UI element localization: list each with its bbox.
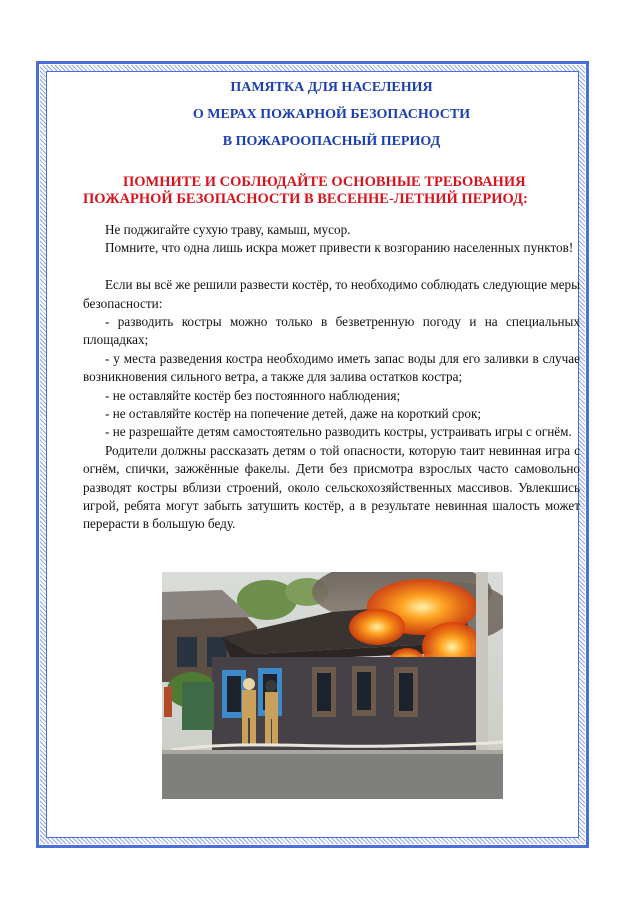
rule-no-children-fires: - не разрешайте детям самостоятельно разводить костры, устраивать игры с огнём. xyxy=(105,424,572,440)
rule-constant-watch: - не оставляйте костёр без постоянного наблюдения; xyxy=(105,387,401,403)
title-line-2: О МЕРАХ ПОЖАРНОЙ БЕЗОПАСНОСТИ xyxy=(192,107,471,122)
paragraph-campfire-intro: Если вы всё же решили развести костёр, то необходимо соблюдать следующие меры безопасности: xyxy=(83,277,581,311)
notice-line-2: ПОЖАРНОЙ БЕЗОПАСНОСТИ В ВЕСЕННЕ-ЛЕТНИЙ ПЕРИОД: xyxy=(83,191,528,207)
body-text xyxy=(83,221,580,534)
rule-calm-weather: - разводить костры можно только в безветренную погоду и на специальных площадках; xyxy=(83,314,580,348)
rule-water-supply: - у места разведения костра необходимо иметь запас воды для его заливки в случае возникновения сильного ветра, а также для залива остатков костра; xyxy=(83,350,580,385)
paragraph-parents: Родители должны рассказать детям о той опасности, которую таит невинная игра с огнём, спички, зажжённые факелы. Дети без присмотра взрослых часто самовольно разводят костры вблизи строений, около сельскохозяйственных массивов. Увлекшись игрой, ребята могут забыть затушить костёр, а в результате невинная шалость может перерасти в большую беду. xyxy=(83,442,580,532)
title-line-1: ПАМЯТКА ДЛЯ НАСЕЛЕНИЯ xyxy=(230,80,433,95)
burning-house-photo xyxy=(162,572,503,799)
rule-not-to-children: - не оставляйте костёр на попечение детей, даже на короткий срок; xyxy=(105,406,482,422)
notice-line-1: ПОМНИТЕ И СОБЛЮДАЙТЕ ОСНОВНЫЕ ТРЕБОВАНИЯ xyxy=(123,174,526,190)
paragraph-spark-warning: Помните, что одна лишь искра может привести к возгоранию населенных пунктов! xyxy=(105,240,574,256)
paragraph-dry-grass: Не поджигайте сухую траву, камыш, мусор. xyxy=(105,222,351,237)
paragraph-gap xyxy=(83,258,580,276)
leaflet-content xyxy=(83,74,580,534)
leaflet-title xyxy=(83,74,580,155)
title-line-3: В ПОЖАРООПАСНЫЙ ПЕРИОД xyxy=(222,134,441,149)
notice-heading xyxy=(83,174,580,208)
